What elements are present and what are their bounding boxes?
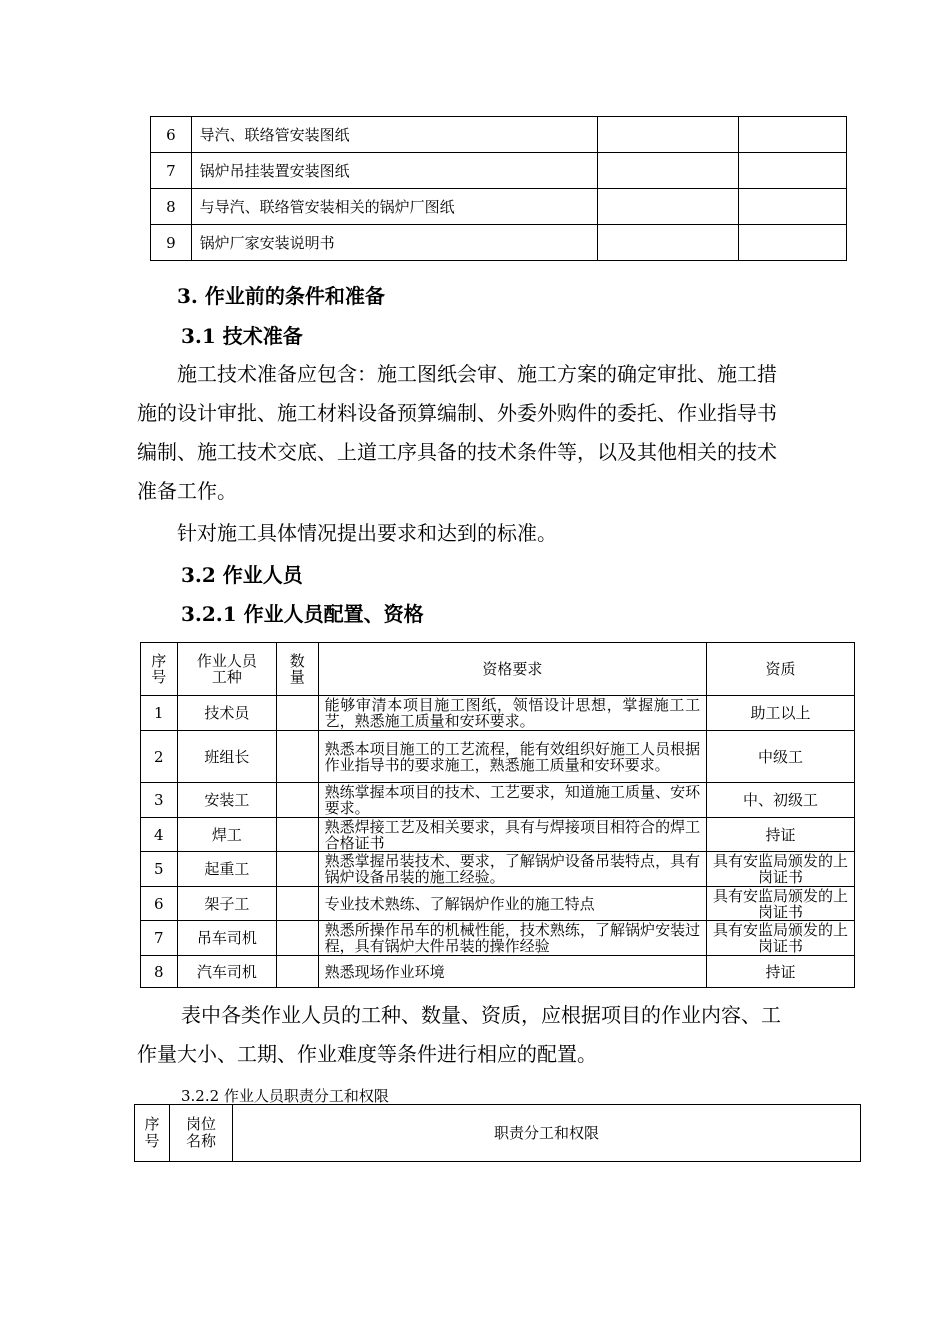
qualification: 具有安监局颁发的上岗证书 bbox=[707, 887, 855, 921]
section-heading-3: 3. 作业前的条件和准备 bbox=[177, 284, 385, 308]
requirement-text: 熟悉掌握吊装技术、要求，了解锅炉设备吊装特点，具有锅炉设备吊装的施工经验。 bbox=[318, 852, 707, 887]
table-row bbox=[151, 225, 847, 261]
header-qualification: 资质 bbox=[707, 643, 855, 696]
table-row bbox=[141, 696, 855, 731]
section-heading-3-1: 3.1 技术准备 bbox=[181, 324, 303, 348]
paragraph-line: 施的设计审批、施工材料设备预算编制、外委外购件的委托、作业指导书 bbox=[137, 401, 777, 425]
requirement-text: 熟悉焊接工艺及相关要求，具有与焊接项目相符合的焊工合格证书 bbox=[318, 818, 707, 852]
table-row bbox=[141, 887, 855, 921]
quantity-cell bbox=[277, 921, 319, 956]
paragraph: 针对施工具体情况提出要求和达到的标准。 bbox=[177, 521, 557, 545]
section-heading-3-2: 3.2 作业人员 bbox=[181, 563, 303, 587]
qualification: 持证 bbox=[707, 818, 855, 852]
drawing-name: 导汽、联络管安装图纸 bbox=[191, 117, 597, 153]
worker-type: 汽车司机 bbox=[177, 956, 276, 988]
table-header-row bbox=[141, 643, 855, 696]
qualification: 具有安监局颁发的上岗证书 bbox=[707, 921, 855, 956]
quantity-cell bbox=[277, 731, 319, 783]
worker-type: 吊车司机 bbox=[177, 921, 276, 956]
drawing-name: 锅炉吊挂装置安装图纸 bbox=[191, 153, 597, 189]
row-number: 5 bbox=[141, 852, 178, 887]
worker-type: 起重工 bbox=[177, 852, 276, 887]
drawing-name: 与导汽、联络管安装相关的锅炉厂图纸 bbox=[191, 189, 597, 225]
row-number: 6 bbox=[141, 887, 178, 921]
quantity-cell bbox=[277, 956, 319, 988]
row-number: 6 bbox=[151, 117, 192, 153]
paragraph-line: 准备工作。 bbox=[137, 479, 237, 503]
table-row bbox=[141, 783, 855, 818]
responsibilities-table bbox=[134, 1104, 861, 1162]
qualification: 中、初级工 bbox=[707, 783, 855, 818]
table-row bbox=[141, 731, 855, 783]
table-row bbox=[141, 818, 855, 852]
header-duty: 职责分工和权限 bbox=[233, 1105, 861, 1162]
row-number: 8 bbox=[151, 189, 192, 225]
row-number: 7 bbox=[151, 153, 192, 189]
requirement-text: 熟悉所操作吊车的机械性能，技术熟练，了解锅炉安装过程，具有锅炉大件吊装的操作经验 bbox=[318, 921, 707, 956]
requirement-text: 熟悉现场作业环境 bbox=[318, 956, 707, 988]
worker-type: 安装工 bbox=[177, 783, 276, 818]
empty-cell bbox=[739, 117, 847, 153]
header-quantity: 数 量 bbox=[277, 643, 319, 696]
worker-type: 技术员 bbox=[177, 696, 276, 731]
row-number: 3 bbox=[141, 783, 178, 818]
empty-cell bbox=[597, 117, 738, 153]
drawings-table bbox=[150, 116, 847, 261]
paragraph-line: 施工技术准备应包含：施工图纸会审、施工方案的确定审批、施工措 bbox=[177, 362, 777, 386]
header-requirements: 资格要求 bbox=[318, 643, 707, 696]
empty-cell bbox=[597, 225, 738, 261]
empty-cell bbox=[739, 225, 847, 261]
requirement-text: 熟悉本项目施工的工艺流程，能有效组织好施工人员根据作业指导书的要求施工，熟悉施工质量和安环要求。 bbox=[318, 731, 707, 783]
paragraph-line: 作量大小、工期、作业难度等条件进行相应的配置。 bbox=[137, 1042, 597, 1066]
empty-cell bbox=[739, 189, 847, 225]
worker-type: 架子工 bbox=[177, 887, 276, 921]
quantity-cell bbox=[277, 887, 319, 921]
requirement-text: 能够审清本项目施工图纸，领悟设计思想，掌握施工工艺，熟悉施工质量和安环要求。 bbox=[318, 696, 707, 731]
table-row bbox=[141, 956, 855, 988]
row-number: 9 bbox=[151, 225, 192, 261]
section-heading-3-2-1: 3.2.1 作业人员配置、资格 bbox=[181, 602, 424, 626]
worker-type: 焊工 bbox=[177, 818, 276, 852]
qualification: 持证 bbox=[707, 956, 855, 988]
empty-cell bbox=[739, 153, 847, 189]
row-number: 1 bbox=[141, 696, 178, 731]
qualification: 中级工 bbox=[707, 731, 855, 783]
empty-cell bbox=[597, 189, 738, 225]
header-seq: 序 号 bbox=[135, 1105, 170, 1162]
paragraph-line: 编制、施工技术交底、上道工序具备的技术条件等，以及其他相关的技术 bbox=[137, 440, 777, 464]
quantity-cell bbox=[277, 783, 319, 818]
table-row bbox=[141, 921, 855, 956]
row-number: 7 bbox=[141, 921, 178, 956]
qualification: 助工以上 bbox=[707, 696, 855, 731]
table-header-row bbox=[135, 1105, 861, 1162]
row-number: 4 bbox=[141, 818, 178, 852]
paragraph-line: 表中各类作业人员的工种、数量、资质，应根据项目的作业内容、工 bbox=[181, 1003, 781, 1027]
table-row bbox=[151, 189, 847, 225]
requirement-text: 熟练掌握本项目的技术、工艺要求，知道施工质量、安环要求。 bbox=[318, 783, 707, 818]
section-heading-3-2-2: 3.2.2 作业人员职责分工和权限 bbox=[181, 1087, 389, 1105]
worker-type: 班组长 bbox=[177, 731, 276, 783]
header-worker-type: 作业人员 工种 bbox=[177, 643, 276, 696]
quantity-cell bbox=[277, 818, 319, 852]
quantity-cell bbox=[277, 852, 319, 887]
row-number: 8 bbox=[141, 956, 178, 988]
table-row bbox=[151, 153, 847, 189]
header-post-name: 岗位 名称 bbox=[170, 1105, 233, 1162]
requirement-text: 专业技术熟练、了解锅炉作业的施工特点 bbox=[318, 887, 707, 921]
quantity-cell bbox=[277, 696, 319, 731]
empty-cell bbox=[597, 153, 738, 189]
personnel-table bbox=[140, 642, 855, 988]
row-number: 2 bbox=[141, 731, 178, 783]
drawing-name: 锅炉厂家安装说明书 bbox=[191, 225, 597, 261]
table-row bbox=[141, 852, 855, 887]
header-seq: 序 号 bbox=[141, 643, 178, 696]
table-row bbox=[151, 117, 847, 153]
qualification: 具有安监局颁发的上岗证书 bbox=[707, 852, 855, 887]
